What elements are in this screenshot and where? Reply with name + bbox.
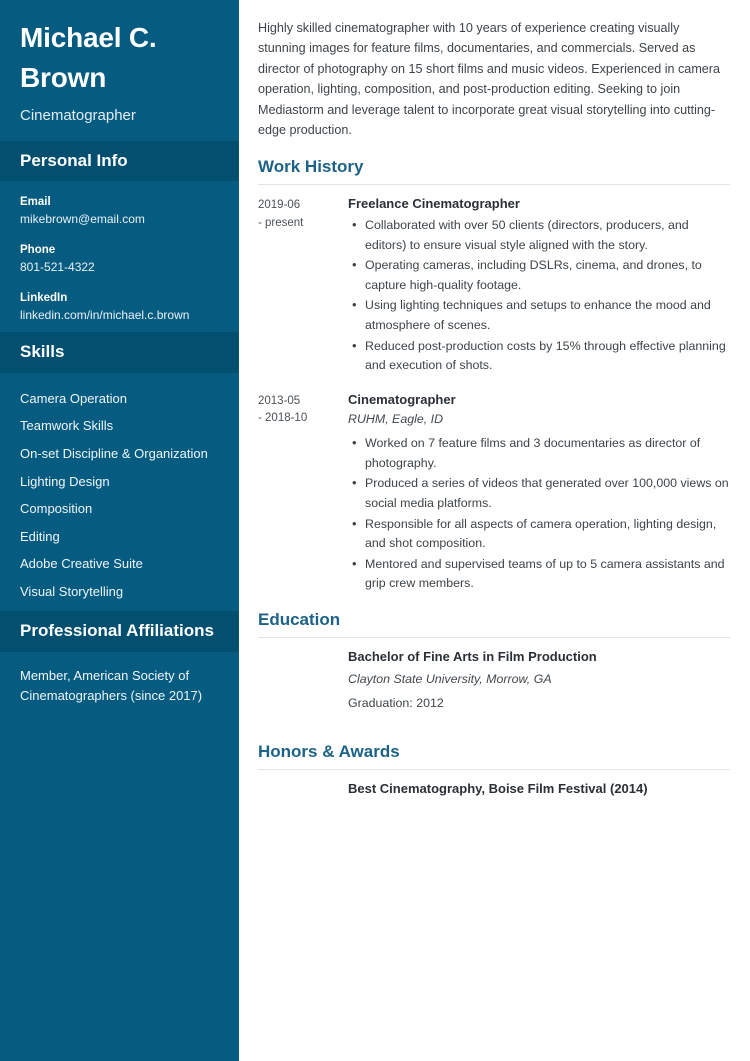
- list-item: • Produced a series of videos that generated over 100,000 views on social media platforms.: [365, 474, 730, 513]
- work-history-heading: Work History: [258, 157, 364, 177]
- personal-info-header: [0, 141, 239, 181]
- affiliations-body: [0, 652, 239, 712]
- contact-value[interactable]: 801-521-4322: [20, 260, 95, 275]
- work-entry-role: Freelance Cinematographer: [348, 196, 520, 212]
- identity-block: [0, 0, 239, 141]
- work-entry-bullets: [348, 216, 730, 376]
- date-end: - present: [258, 216, 304, 229]
- date-end: - 2018-10: [258, 412, 308, 425]
- list-item: Lighting Design: [20, 473, 110, 489]
- candidate-job-title: Cinematographer: [20, 106, 136, 124]
- list-item: On-set Discipline & Organization: [20, 445, 208, 461]
- education-degree: Bachelor of Fine Arts in Film Production: [348, 649, 597, 665]
- work-entry: [258, 195, 730, 376]
- main-content: [239, 0, 750, 1061]
- list-item: • Worked on 7 feature films and 3 documentaries as director of photography.: [365, 434, 730, 473]
- section-divider: [258, 184, 730, 185]
- contact-email: [20, 195, 219, 229]
- list-item: Composition: [20, 501, 93, 517]
- list-item: Adobe Creative Suite: [20, 556, 143, 572]
- date-start: 2013-05: [258, 394, 301, 407]
- contact-value[interactable]: mikebrown@email.com: [20, 212, 145, 227]
- affiliation-text: Member, American Society of Cinematographers (since 2017): [20, 667, 203, 703]
- list-item: • Operating cameras, including DSLRs, cinema, and drones, to capture high-quality footage.: [365, 256, 730, 295]
- list-item: • Collaborated with over 50 clients (directors, producers, and editors) to ensure visual style aligned with the story.: [365, 216, 730, 255]
- education-heading: Education: [258, 610, 341, 630]
- section-divider: [258, 769, 730, 770]
- work-entry-role: Cinematographer: [348, 391, 456, 407]
- candidate-name: Michael C. Brown: [20, 22, 157, 93]
- personal-info-body: [0, 181, 239, 333]
- list-item: Editing: [20, 528, 60, 544]
- contact-phone: [20, 243, 219, 277]
- list-item: • Reduced post-production costs by 15% through effective planning and execution of shots.: [365, 337, 730, 376]
- work-entry-body: [340, 391, 730, 595]
- work-entry-bullets: [348, 434, 730, 594]
- contact-label: Email: [20, 195, 51, 208]
- skills-header: [0, 332, 239, 372]
- education-entry-body: [340, 648, 730, 713]
- skills-heading: Skills: [20, 342, 65, 362]
- list-item: • Responsible for all aspects of camera operation, lighting design, and shot composition.: [365, 515, 730, 554]
- section-divider: [258, 637, 730, 638]
- work-entry-body: [340, 195, 730, 376]
- section-work-history: [258, 156, 730, 595]
- section-education: [258, 609, 730, 737]
- list-item: Visual Storytelling: [20, 583, 124, 599]
- affiliations-heading: Professional Affiliations: [20, 621, 214, 641]
- list-item: • Mentored and supervised teams of up to 5 camera assistants and grip crew members.: [365, 555, 730, 594]
- work-entry: [258, 391, 730, 595]
- contact-label: LinkedIn: [20, 291, 68, 304]
- award-entry-body: [340, 780, 730, 798]
- contact-label: Phone: [20, 243, 56, 256]
- professional-summary: Highly skilled cinematographer with 10 years of experience creating visually stunning images for feature films, documentaries, and commercials. Served as director of photography on 15 short films and music videos. Experienced in camera operation, lighting, composition, and post-production editing. Seeking to join Mediastorm and leverage talent to incorporate great visual storytelling into cutting-edge production.: [258, 21, 721, 137]
- education-entry: [258, 648, 730, 713]
- contact-linkedin: [20, 291, 219, 325]
- section-honors-awards: [258, 741, 730, 798]
- date-start: 2019-06: [258, 199, 301, 212]
- work-entry-dates: [258, 195, 340, 232]
- education-school: Clayton State University, Morrow, GA: [348, 671, 552, 686]
- affiliations-header: [0, 611, 239, 651]
- sidebar: [0, 0, 239, 1061]
- education-graduation: Graduation: 2012: [348, 696, 444, 711]
- list-item: Camera Operation: [20, 390, 127, 406]
- skills-list: [0, 373, 239, 612]
- work-entry-dates: [258, 391, 340, 428]
- honors-heading: Honors & Awards: [258, 741, 400, 761]
- list-item: Teamwork Skills: [20, 418, 114, 434]
- contact-value[interactable]: linkedin.com/in/michael.c.brown: [20, 308, 190, 323]
- award-entry: [258, 780, 730, 798]
- award-text: Best Cinematography, Boise Film Festival (2014): [348, 780, 648, 796]
- education-spacer: [258, 719, 730, 737]
- list-item: • Using lighting techniques and setups to enhance the mood and atmosphere of scenes.: [365, 296, 730, 335]
- personal-info-heading: Personal Info: [20, 150, 128, 170]
- work-entry-organization: RUHM, Eagle, ID: [348, 412, 444, 427]
